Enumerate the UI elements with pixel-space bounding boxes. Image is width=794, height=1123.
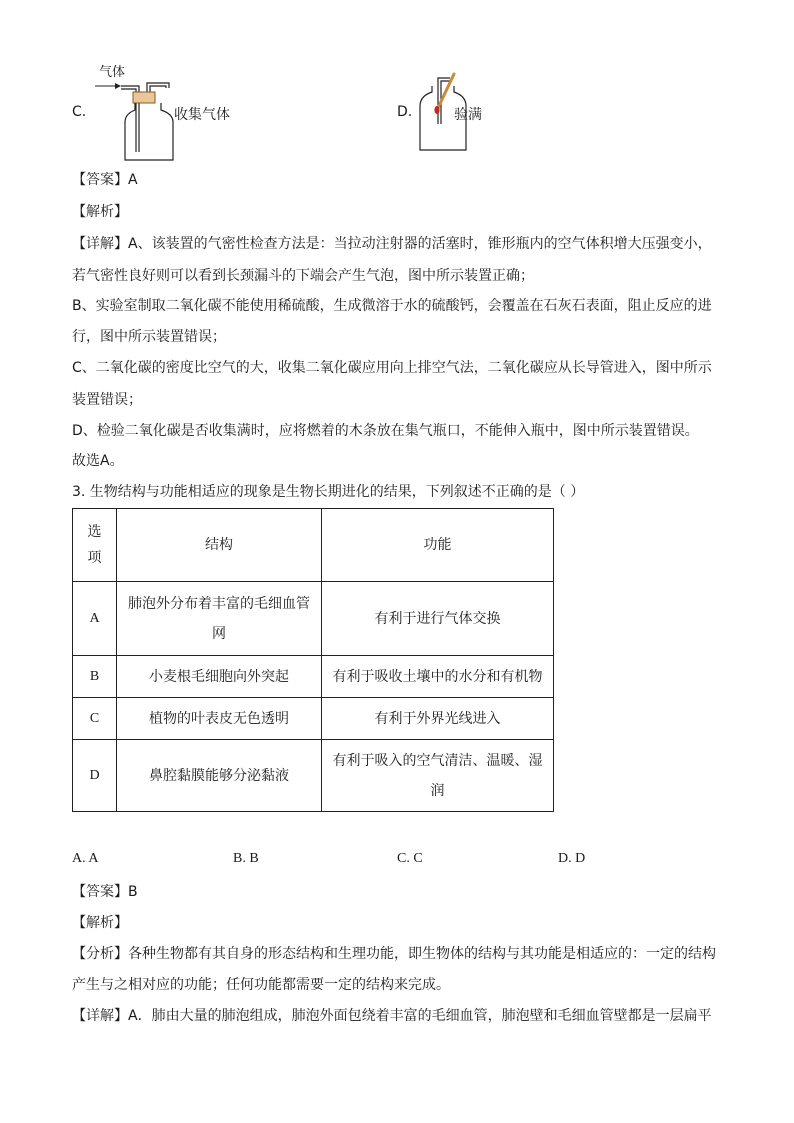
choice-a: A. A (72, 851, 99, 866)
q3-line: 产生与之相对应的功能；任何功能都需要一定的结构来完成。 (72, 977, 450, 993)
row-structure-cell (117, 698, 322, 740)
cell-text: 有利于外界光线进入 (374, 710, 501, 727)
table-row (73, 740, 554, 812)
header-option-cell (73, 509, 117, 582)
cell-text: 有利于吸收土壤中的水分和有机物 (332, 668, 543, 685)
q3-options-table (72, 508, 554, 812)
option-d-caption: 验满 (454, 107, 482, 123)
q3-stem: 3. 生物结构与功能相适应的现象是生物长期进化的结果，下列叙述不正确的是（ ） (72, 484, 585, 500)
table-row (73, 656, 554, 698)
row-option-cell: C (73, 698, 117, 740)
q2-analysis-heading: 【解析】 (72, 204, 128, 220)
q2-line: 故选A。 (72, 453, 124, 469)
cell-text: 网 (212, 625, 226, 642)
q2-line: 【详解】A、该装置的气密性检查方法是：当拉动注射器的活塞时，锥形瓶内的空气体积增大压强变小， (72, 236, 712, 252)
option-c-label: C. (72, 104, 87, 120)
q3-line: 【详解】A．肺由大量的肺泡组成，肺泡外面包绕着丰富的毛细血管，肺泡壁和毛细血管壁都是一层扁平 (72, 1008, 712, 1024)
row-function-cell (322, 656, 554, 698)
choice-d: D. D (558, 851, 586, 866)
header-option-text: 选 (87, 524, 102, 540)
q2-line: D、检验二氧化碳是否收集满时，应将燃着的木条放在集气瓶口，不能伸入瓶中，图中所示装置错误。 (72, 423, 699, 439)
cell-text: 植物的叶表皮无色透明 (149, 710, 289, 727)
row-structure-cell (117, 740, 322, 812)
gas-collecting-bottle-figure (95, 74, 175, 164)
q3-answer: 【答案】B (72, 884, 138, 900)
cell-text: 肺泡外分布着丰富的毛细血管 (128, 595, 310, 612)
row-structure-cell (117, 656, 322, 698)
row-function-cell (322, 582, 554, 656)
q3-analysis-heading: 【解析】 (72, 915, 128, 931)
row-function-cell (322, 740, 554, 812)
row-option-cell: A (73, 582, 117, 656)
q2-answer: 【答案】A (72, 172, 138, 188)
cell-text: 有利于吸入的空气清洁、温暖、湿 (332, 752, 543, 769)
q2-line: 装置错误； (72, 392, 142, 408)
header-structure-cell: 结构 (117, 509, 322, 582)
q2-line: C、二氧化碳的密度比空气的大，收集二氧化碳应用向上排空气法，二氧化碳应从长导管进入，图中所示 (72, 360, 712, 376)
row-option-cell: B (73, 656, 117, 698)
cell-text: 小麦根毛细胞向外突起 (149, 668, 289, 685)
q3-line: 【分析】各种生物都有其自身的形态结构和生理功能，即生物体的结构与其功能是相适应的：一定的结构 (72, 946, 716, 962)
table-row (73, 582, 554, 656)
choice-b: B. B (233, 851, 259, 866)
option-d-label: D. (397, 104, 413, 120)
cell-text: 有利于进行气体交换 (374, 610, 501, 627)
q2-line: 若气密性良好则可以看到长颈漏斗的下端会产生气泡，图中所示装置正确； (72, 268, 534, 284)
q2-line: B、实验室制取二氧化碳不能使用稀硫酸，生成微溶于水的硫酸钙，会覆盖在石灰石表面，阻止反应的进 (72, 298, 712, 314)
row-structure-cell (117, 582, 322, 656)
gas-inlet-label: 气体 (99, 65, 126, 80)
table-row (73, 698, 554, 740)
q2-line: 行，图中所示装置错误； (72, 329, 226, 345)
header-function-cell: 功能 (322, 509, 554, 582)
cell-text: 润 (430, 782, 445, 799)
row-function-cell (322, 698, 554, 740)
row-option-cell: D (73, 740, 117, 812)
cell-text: 鼻腔黏膜能够分泌黏液 (149, 767, 289, 784)
option-c-caption: 收集气体 (174, 107, 230, 123)
table-header-row (73, 509, 554, 582)
choice-c: C. C (397, 851, 423, 866)
header-option-text: 项 (87, 550, 102, 566)
